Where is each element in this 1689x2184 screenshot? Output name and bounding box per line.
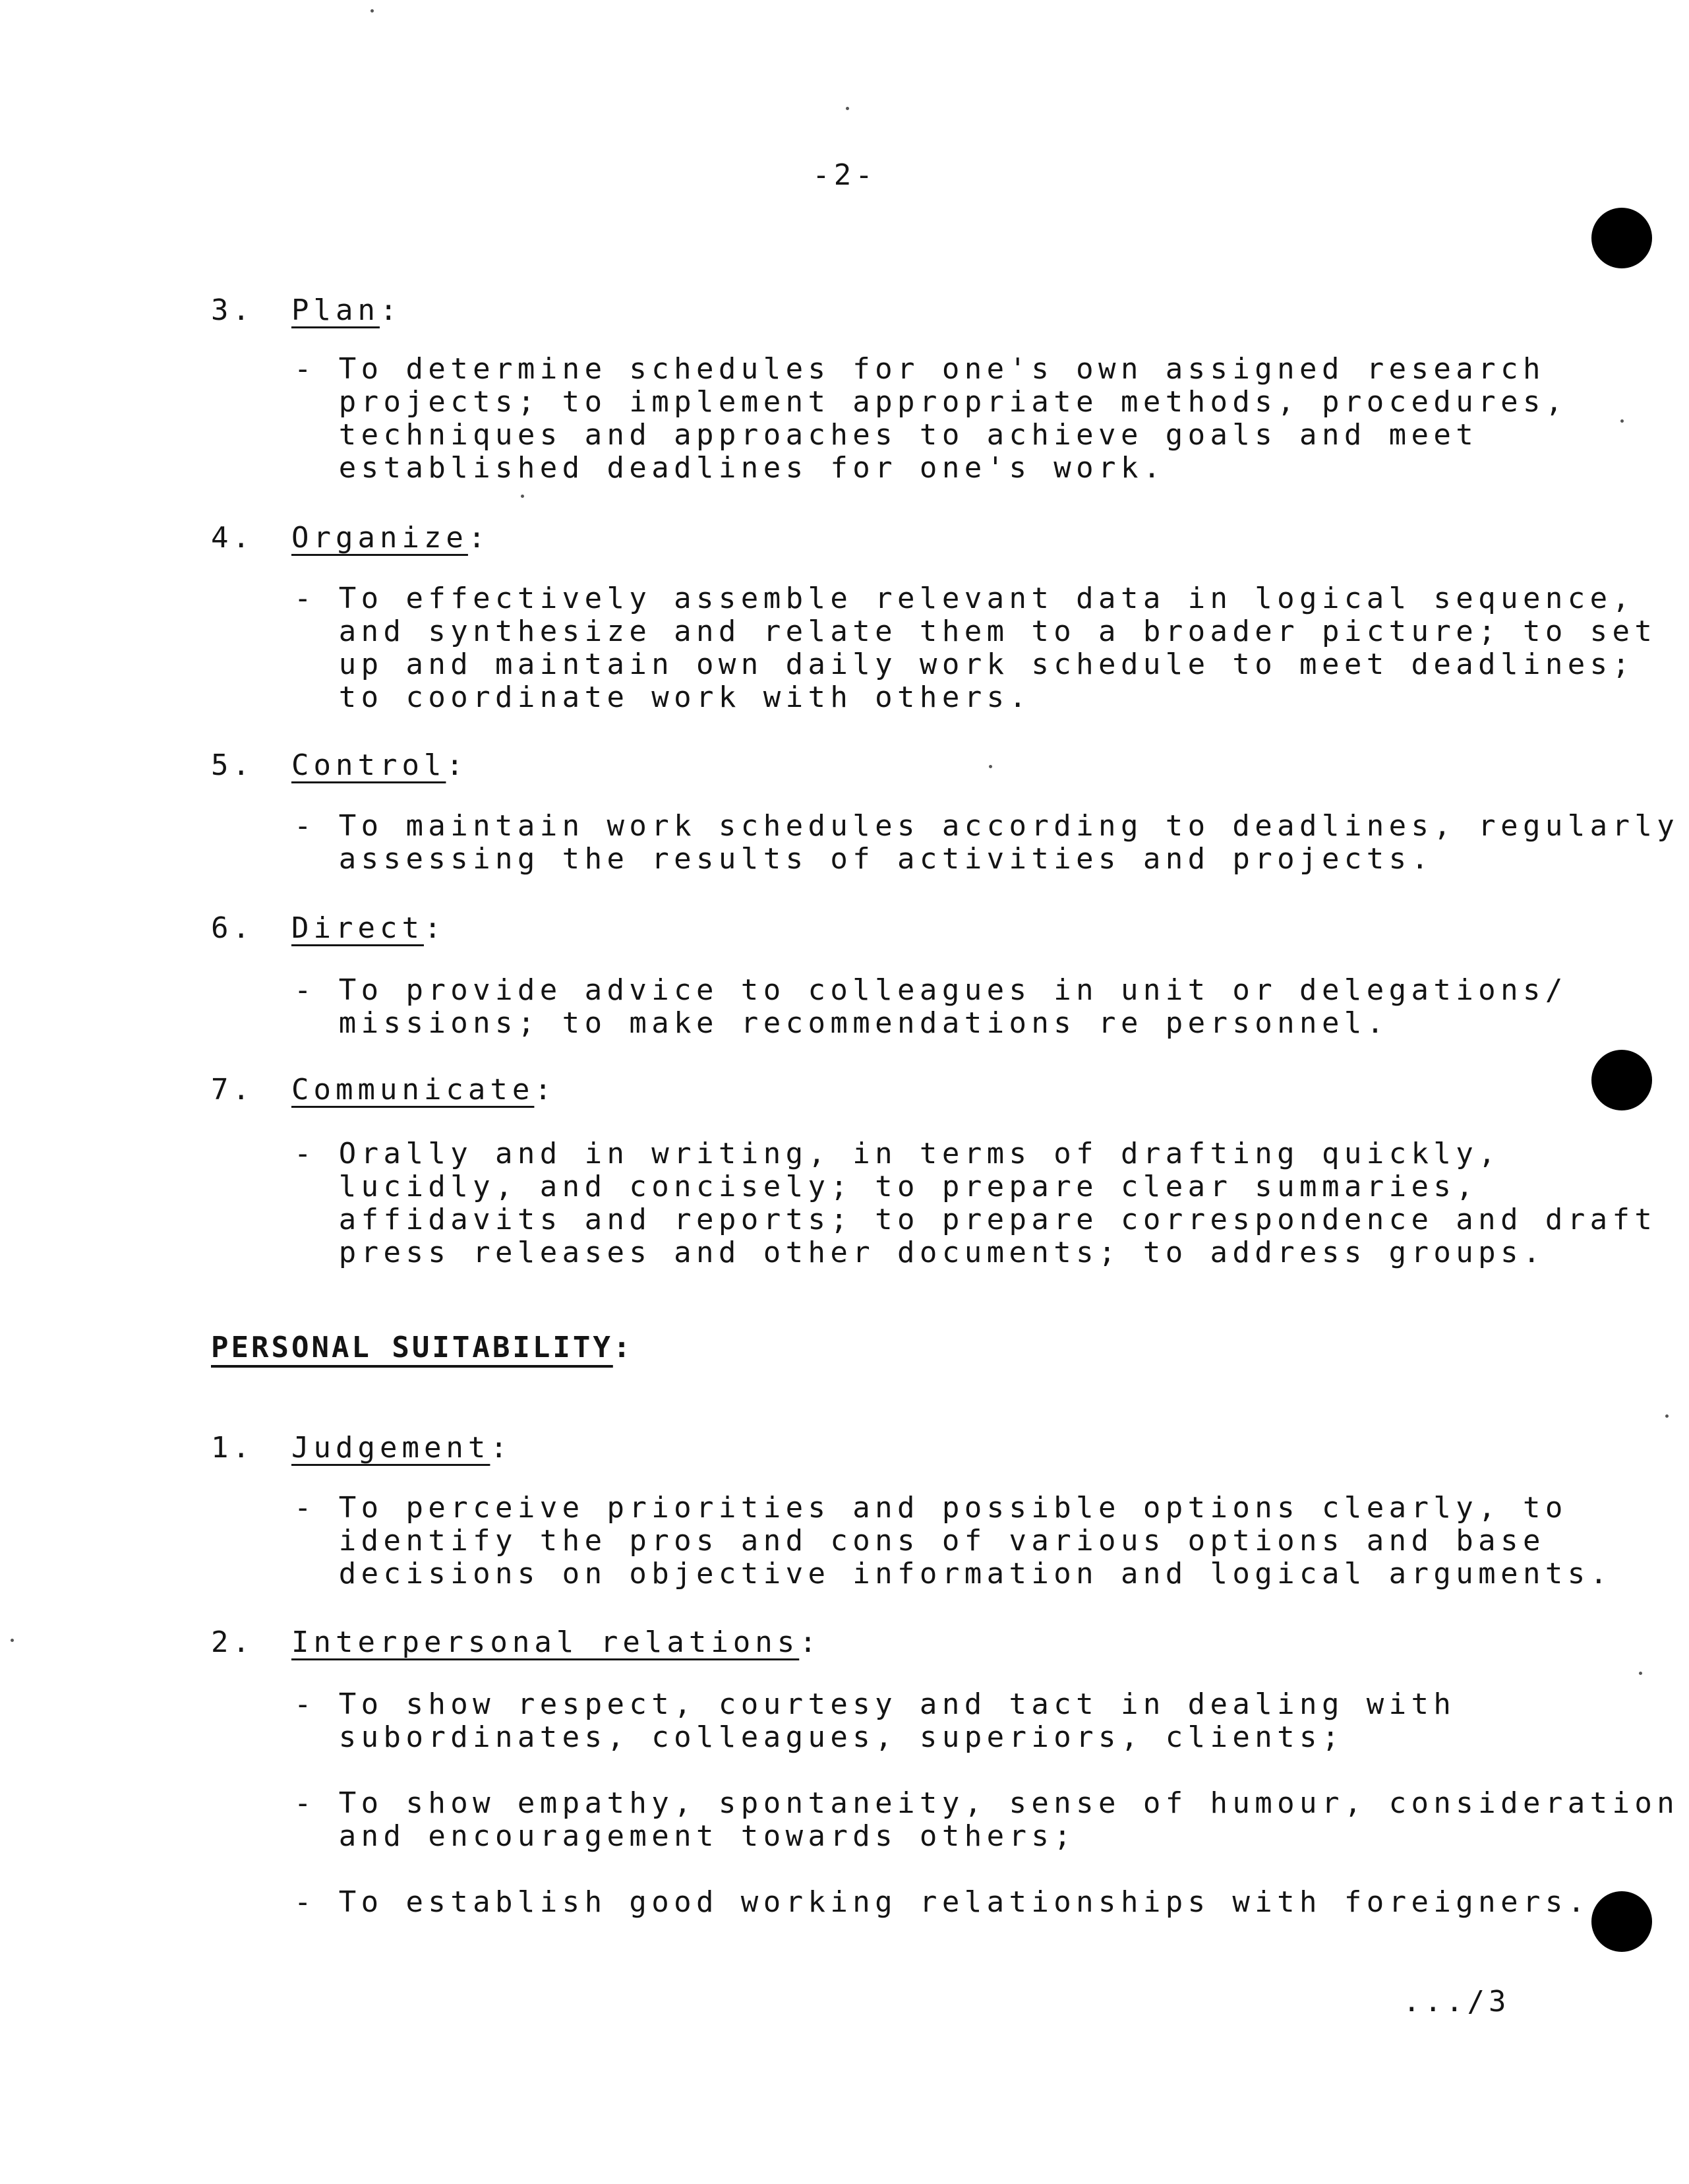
scan-speck	[521, 495, 524, 498]
item-number: 1.	[211, 1431, 254, 1465]
scan-speck	[1665, 1414, 1669, 1418]
item-text-interpersonal-3: - To establish good working relationships with foreigners.	[294, 1885, 1590, 1919]
item-text-direct: - To provide advice to colleagues in unit or delegations/ missions; to make recommendations re personnel.	[294, 973, 1568, 1040]
item-heading-judgement: Judgement:	[291, 1431, 512, 1465]
item-text-communicate: - Orally and in writing, in terms of drafting quickly, lucidly, and concisely; to prepare clear summaries, affidavits and reports; to prepare correspondence and draft press releases and other documents; to address groups.	[294, 1137, 1657, 1269]
item-heading-interpersonal: Interpersonal relations:	[291, 1625, 821, 1659]
scan-speck	[989, 765, 992, 768]
item-text-interpersonal-2: - To show empathy, spontaneity, sense of humour, consideration and encouragement towards others;	[294, 1786, 1680, 1853]
item-number: 3.	[211, 293, 254, 327]
item-text-judgement: - To perceive priorities and possible options clearly, to identify the pros and cons of various options and base decisions on objective information and logical arguments.	[294, 1491, 1613, 1591]
item-heading-communicate: Communicate:	[291, 1073, 556, 1107]
item-text-organize: - To effectively assemble relevant data in logical sequence, and synthesize and relate them to a broader picture; to set up and maintain own daily work schedule to meet deadlines; to coordinate work with others.	[294, 582, 1657, 714]
item-text-plan: - To determine schedules for one's own assigned research projects; to implement appropriate methods, procedures, techniques and approaches to achieve goals and meet established deadlines for one's work.	[294, 352, 1568, 485]
continuation-marker: .../3	[1403, 1985, 1510, 2018]
section-title: PERSONAL SUITABILITY:	[211, 1331, 634, 1364]
item-number: 7.	[211, 1073, 254, 1107]
item-number: 5.	[211, 748, 254, 782]
item-number: 6.	[211, 911, 254, 945]
punch-hole-middle	[1591, 1050, 1652, 1110]
item-number: 2.	[211, 1625, 254, 1659]
scan-speck	[370, 9, 374, 13]
item-text-interpersonal-1: - To show respect, courtesy and tact in dealing with subordinates, colleagues, superiors, clients;	[294, 1687, 1456, 1754]
scan-speck	[1620, 419, 1624, 423]
scan-speck	[11, 1639, 14, 1642]
scan-speck	[846, 107, 849, 110]
item-text-control: - To maintain work schedules according to deadlines, regularly assessing the results of activities and projects.	[294, 809, 1680, 876]
page-number: -2-	[812, 158, 877, 192]
punch-hole-bottom	[1591, 1891, 1652, 1952]
item-heading-direct: Direct:	[291, 911, 446, 945]
scan-speck	[1639, 1672, 1642, 1675]
item-heading-control: Control:	[291, 748, 468, 782]
item-number: 4.	[211, 521, 254, 555]
punch-hole-top	[1591, 208, 1652, 268]
item-heading-plan: Plan:	[291, 293, 402, 327]
item-heading-organize: Organize:	[291, 521, 490, 555]
